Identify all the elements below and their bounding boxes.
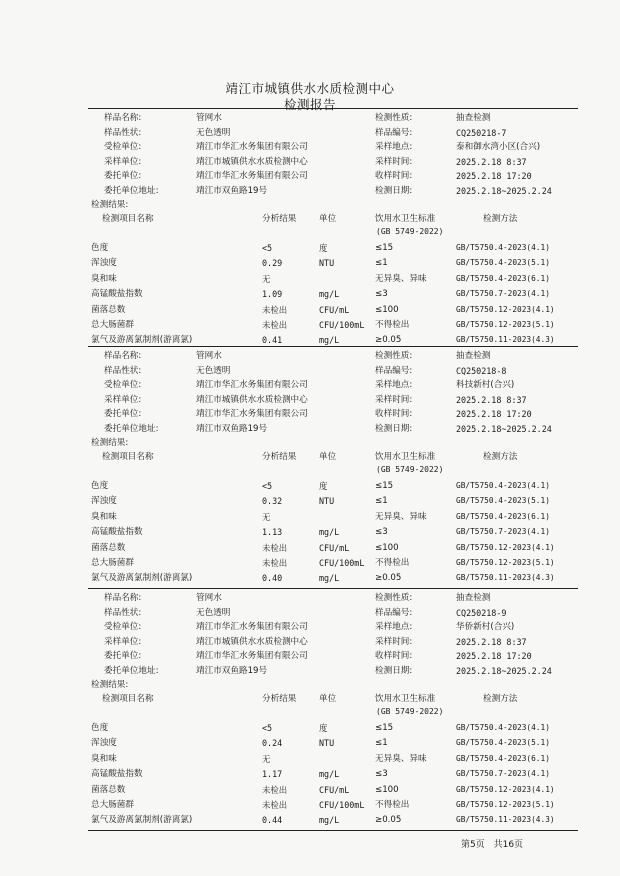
- info-row: [0, 649, 620, 663]
- item-standard: ≤15: [375, 481, 394, 491]
- receiving-time-value: 2025.2.18 17:20: [456, 651, 532, 661]
- info-label: 样品编号:: [375, 607, 413, 618]
- item-name: 浑浊度: [91, 738, 117, 749]
- result-row: [0, 783, 620, 797]
- info-row: [0, 664, 620, 678]
- col-item-header: 检测项目名称: [102, 694, 154, 704]
- info-label: 样品性状:: [104, 607, 142, 618]
- sampling-unit-value: 靖江市城镇供水水质检测中心: [196, 636, 308, 647]
- info-row: [0, 620, 620, 634]
- info-label: 委托单位:: [104, 171, 142, 181]
- col-item-header: 检测项目名称: [102, 214, 154, 224]
- info-row: [0, 422, 620, 436]
- info-label: 采样地点:: [375, 142, 413, 152]
- page-number: 第5页: [461, 840, 485, 850]
- item-name: 臭和味: [91, 273, 117, 284]
- item-method: GB/T5750.7-2023(4.1): [456, 527, 550, 537]
- report-org-title: 靖江市城镇供水水质检测中心: [225, 81, 395, 96]
- column-header-row: [0, 212, 620, 226]
- info-label: 样品名称:: [104, 113, 142, 123]
- info-label: 检测性质:: [375, 113, 413, 123]
- info-row: [0, 155, 620, 169]
- result-row: [0, 798, 620, 812]
- item-unit: mg/L: [319, 769, 340, 780]
- sampling-time-value: 2025.2.18 8:37: [456, 394, 527, 405]
- item-name: 总大肠菌群: [91, 320, 134, 330]
- info-label: 采样时间:: [375, 156, 413, 167]
- result-row: [0, 510, 620, 524]
- item-name: 臭和味: [91, 753, 117, 764]
- receiving-time-value: 2025.2.18 17:20: [456, 171, 532, 181]
- item-unit: NTU: [319, 738, 335, 749]
- item-standard: ≤1: [375, 258, 388, 269]
- sample-no-value: CQ250218-9: [456, 607, 507, 618]
- item-method: GB/T5750.12-2023(4.1): [456, 542, 555, 552]
- item-result: 1.13: [262, 527, 283, 538]
- item-standard: ≤3: [375, 527, 388, 538]
- item-method: GB/T5750.12-2023(4.1): [456, 304, 555, 314]
- item-name: 浑浊度: [91, 496, 117, 507]
- item-method: GB/T5750.4-2023(5.1): [456, 258, 550, 268]
- results-label: 检测结果:: [91, 200, 129, 210]
- item-standard: ≤3: [375, 769, 388, 780]
- item-method: GB/T5750.4-2023(6.1): [456, 511, 550, 521]
- test-date-value: 2025.2.18~2025.2.24: [456, 185, 552, 196]
- sampling-location-value: 科技新村(合兴): [456, 380, 515, 390]
- commissioning-unit-value: 靖江市华汇水务集团有限公司: [196, 409, 308, 419]
- sampling-unit-value: 靖江市城镇供水水质检测中心: [196, 156, 308, 167]
- item-standard: ≤3: [375, 289, 388, 300]
- item-name: 高锰酸盐指数: [91, 527, 143, 538]
- info-row: [0, 635, 620, 649]
- item-name: 高锰酸盐指数: [91, 289, 143, 300]
- item-result: 未检出: [262, 784, 288, 795]
- item-name: 菌落总数: [91, 784, 126, 795]
- info-label: 受检单位:: [104, 142, 142, 152]
- item-method: GB/T5750.11-2023(4.3): [456, 573, 555, 583]
- col-standard-subheader: (GB 5749-2022): [376, 227, 444, 236]
- item-unit: CFU/mL: [319, 304, 350, 315]
- item-result: <5: [262, 481, 273, 491]
- item-result: <5: [262, 723, 273, 733]
- item-method: GB/T5750.12-2023(4.1): [456, 784, 555, 794]
- info-row: [0, 364, 620, 378]
- commissioning-unit-value: 靖江市华汇水务集团有限公司: [196, 171, 308, 181]
- column-header-row-2: [0, 705, 620, 719]
- results-label: 检测结果:: [91, 680, 129, 690]
- test-date-value: 2025.2.18~2025.2.24: [456, 423, 552, 434]
- item-result: 0.32: [262, 496, 283, 507]
- item-unit: mg/L: [319, 527, 340, 538]
- info-row: [0, 126, 620, 140]
- item-result: <5: [262, 243, 273, 253]
- item-method: GB/T5750.12-2023(5.1): [456, 320, 555, 329]
- item-name: 总大肠菌群: [91, 558, 134, 568]
- item-result: 0.44: [262, 815, 283, 826]
- info-row: [0, 606, 620, 620]
- item-name: 菌落总数: [91, 304, 126, 315]
- col-method-header: 检测方法: [483, 214, 518, 224]
- test-date-value: 2025.2.18~2025.2.24: [456, 665, 552, 676]
- result-row: [0, 318, 620, 332]
- result-row: [0, 272, 620, 286]
- item-unit: mg/L: [319, 815, 340, 826]
- item-method: GB/T5750.4-2023(6.1): [456, 753, 550, 763]
- info-row: [0, 407, 620, 421]
- item-unit: CFU/100mL: [319, 320, 365, 330]
- item-result: 1.17: [262, 769, 283, 780]
- item-result: 无: [262, 511, 271, 522]
- result-row: [0, 479, 620, 493]
- sample-traits-value: 无色透明: [196, 365, 231, 376]
- col-unit-header: 单位: [319, 694, 337, 704]
- info-label: 采样时间:: [375, 636, 413, 647]
- info-label: 委托单位地址:: [104, 423, 159, 434]
- col-standard-header: 饮用水卫生标准: [375, 214, 436, 224]
- info-row: [0, 393, 620, 407]
- col-standard-header: 饮用水卫生标准: [375, 452, 436, 462]
- result-row: [0, 241, 620, 255]
- info-row: [0, 591, 620, 605]
- item-standard: ≤15: [375, 243, 394, 253]
- item-standard: 不得检出: [375, 320, 410, 330]
- item-result: 未检出: [262, 320, 288, 330]
- sampling-location-value: 华侨新村(合兴): [456, 622, 515, 632]
- result-row: [0, 721, 620, 735]
- item-standard: ≥0.05: [375, 335, 402, 346]
- item-name: 高锰酸盐指数: [91, 769, 143, 780]
- sample-name-value: 管网水: [196, 593, 222, 603]
- sample-name-value: 管网水: [196, 113, 222, 123]
- item-name: 色度: [91, 481, 109, 491]
- item-result: 无: [262, 753, 271, 764]
- item-result: 1.09: [262, 289, 283, 300]
- sampling-unit-value: 靖江市城镇供水水质检测中心: [196, 394, 308, 405]
- item-method: GB/T5750.11-2023(4.3): [456, 815, 555, 825]
- item-standard: ≥0.05: [375, 815, 402, 826]
- item-standard: ≤1: [375, 496, 388, 507]
- result-row: [0, 556, 620, 570]
- info-label: 样品编号:: [375, 127, 413, 138]
- item-name: 氯气及游离氯制剂(游离氯): [91, 335, 193, 346]
- info-label: 检测日期:: [375, 423, 413, 434]
- item-method: GB/T5750.12-2023(5.1): [456, 558, 555, 567]
- column-header-row-2: [0, 463, 620, 477]
- info-label: 收样时间:: [375, 171, 413, 181]
- test-nature-value: 抽查检测: [456, 351, 491, 361]
- result-row: [0, 333, 620, 347]
- results-label-row: [0, 436, 620, 450]
- item-name: 氯气及游离氯制剂(游离氯): [91, 573, 193, 584]
- result-row: [0, 525, 620, 539]
- item-result: 0.29: [262, 258, 283, 269]
- info-label: 样品编号:: [375, 365, 413, 376]
- item-name: 菌落总数: [91, 542, 126, 553]
- info-row: [0, 169, 620, 183]
- item-standard: ≤100: [375, 784, 399, 795]
- commissioning-unit-value: 靖江市华汇水务集团有限公司: [196, 651, 308, 661]
- item-standard: ≥0.05: [375, 573, 402, 584]
- item-result: 0.41: [262, 335, 283, 346]
- info-row: [0, 140, 620, 154]
- item-unit: 度: [319, 243, 328, 253]
- item-standard: 无异臭、异味: [375, 753, 427, 764]
- col-result-header: 分析结果: [262, 214, 297, 224]
- inspected-unit-value: 靖江市华汇水务集团有限公司: [196, 142, 308, 152]
- info-label: 样品性状:: [104, 127, 142, 138]
- info-label: 采样地点:: [375, 622, 413, 632]
- info-label: 检测日期:: [375, 185, 413, 196]
- col-method-header: 检测方法: [483, 452, 518, 462]
- item-result: 0.24: [262, 738, 283, 749]
- info-row: [0, 378, 620, 392]
- item-method: GB/T5750.4-2023(6.1): [456, 273, 550, 283]
- info-label: 样品名称:: [104, 593, 142, 603]
- item-name: 总大肠菌群: [91, 800, 134, 810]
- item-unit: CFU/100mL: [319, 558, 365, 568]
- col-result-header: 分析结果: [262, 452, 297, 462]
- result-row: [0, 494, 620, 508]
- item-name: 氯气及游离氯制剂(游离氯): [91, 815, 193, 826]
- receiving-time-value: 2025.2.18 17:20: [456, 409, 532, 419]
- info-label: 采样时间:: [375, 394, 413, 405]
- item-result: 无: [262, 273, 271, 284]
- page-footer: [461, 837, 523, 850]
- col-item-header: 检测项目名称: [102, 452, 154, 462]
- item-result: 未检出: [262, 800, 288, 810]
- info-label: 委托单位地址:: [104, 665, 159, 676]
- test-nature-value: 抽查检测: [456, 113, 491, 123]
- result-row: [0, 303, 620, 317]
- result-row: [0, 752, 620, 766]
- sample-no-value: CQ250218-8: [456, 365, 507, 376]
- item-standard: ≤100: [375, 542, 399, 553]
- info-label: 采样单位:: [104, 156, 142, 167]
- results-label-row: [0, 678, 620, 692]
- item-unit: CFU/100mL: [319, 800, 365, 810]
- col-unit-header: 单位: [319, 452, 337, 462]
- col-standard-header: 饮用水卫生标准: [375, 694, 436, 704]
- col-standard-subheader: (GB 5749-2022): [376, 707, 444, 716]
- item-unit: CFU/mL: [319, 784, 350, 795]
- col-method-header: 检测方法: [483, 694, 518, 704]
- item-name: 色度: [91, 243, 109, 253]
- info-label: 采样地点:: [375, 380, 413, 390]
- result-row: [0, 287, 620, 301]
- item-name: 臭和味: [91, 511, 117, 522]
- item-method: GB/T5750.11-2023(4.3): [456, 335, 555, 345]
- item-unit: NTU: [319, 258, 335, 269]
- sample-traits-value: 无色透明: [196, 127, 231, 138]
- column-header-row-2: [0, 225, 620, 239]
- info-label: 检测性质:: [375, 593, 413, 603]
- item-name: 色度: [91, 723, 109, 733]
- item-unit: CFU/mL: [319, 542, 350, 553]
- result-row: [0, 256, 620, 270]
- info-label: 委托单位:: [104, 651, 142, 661]
- item-unit: mg/L: [319, 335, 340, 346]
- col-unit-header: 单位: [319, 214, 337, 224]
- info-label: 检测日期:: [375, 665, 413, 676]
- section-divider: [88, 588, 578, 589]
- item-result: 未检出: [262, 304, 288, 315]
- item-result: 未检出: [262, 558, 288, 568]
- item-standard: 不得检出: [375, 558, 410, 568]
- item-unit: 度: [319, 481, 328, 491]
- item-method: GB/T5750.4-2023(4.1): [456, 723, 550, 732]
- item-standard: ≤1: [375, 738, 388, 749]
- info-row: [0, 111, 620, 125]
- info-label: 采样单位:: [104, 636, 142, 647]
- item-standard: ≤15: [375, 723, 394, 733]
- result-row: [0, 813, 620, 827]
- item-method: GB/T5750.7-2023(4.1): [456, 769, 550, 779]
- info-label: 受检单位:: [104, 380, 142, 390]
- info-label: 检测性质:: [375, 351, 413, 361]
- item-standard: ≤100: [375, 304, 399, 315]
- results-label: 检测结果:: [91, 438, 129, 448]
- sample-no-value: CQ250218-7: [456, 127, 507, 138]
- info-label: 样品性状:: [104, 365, 142, 376]
- results-label-row: [0, 198, 620, 212]
- result-row: [0, 736, 620, 750]
- sampling-time-value: 2025.2.18 8:37: [456, 636, 527, 647]
- item-name: 浑浊度: [91, 258, 117, 269]
- inspected-unit-value: 靖江市华汇水务集团有限公司: [196, 380, 308, 390]
- page-total: 共16页: [493, 840, 524, 850]
- info-row: [0, 349, 620, 363]
- item-standard: 不得检出: [375, 800, 410, 810]
- info-label: 采样单位:: [104, 394, 142, 405]
- sampling-location-value: 泰和御水湾小区(合兴): [456, 142, 541, 152]
- item-standard: 无异臭、异味: [375, 511, 427, 522]
- item-unit: NTU: [319, 496, 335, 507]
- item-unit: 度: [319, 723, 328, 733]
- item-unit: mg/L: [319, 289, 340, 300]
- commissioning-address-value: 靖江市双鱼路19号: [196, 423, 268, 434]
- test-nature-value: 抽查检测: [456, 593, 491, 603]
- item-method: GB/T5750.7-2023(4.1): [456, 289, 550, 299]
- info-label: 样品名称:: [104, 351, 142, 361]
- info-row: [0, 184, 620, 198]
- result-row: [0, 571, 620, 585]
- result-row: [0, 541, 620, 555]
- item-result: 未检出: [262, 542, 288, 553]
- info-label: 委托单位地址:: [104, 185, 159, 196]
- info-label: 收样时间:: [375, 409, 413, 419]
- inspected-unit-value: 靖江市华汇水务集团有限公司: [196, 622, 308, 632]
- item-method: GB/T5750.4-2023(5.1): [456, 496, 550, 506]
- column-header-row: [0, 692, 620, 706]
- item-method: GB/T5750.4-2023(4.1): [456, 481, 550, 490]
- info-label: 委托单位:: [104, 409, 142, 419]
- item-method: GB/T5750.4-2023(4.1): [456, 243, 550, 252]
- sampling-time-value: 2025.2.18 8:37: [456, 156, 527, 167]
- col-result-header: 分析结果: [262, 694, 297, 704]
- col-standard-subheader: (GB 5749-2022): [376, 465, 444, 474]
- info-label: 受检单位:: [104, 622, 142, 632]
- result-row: [0, 767, 620, 781]
- commissioning-address-value: 靖江市双鱼路19号: [196, 185, 268, 196]
- item-method: GB/T5750.12-2023(5.1): [456, 800, 555, 809]
- column-header-row: [0, 450, 620, 464]
- sample-traits-value: 无色透明: [196, 607, 231, 618]
- bottom-rule: [88, 830, 578, 831]
- item-standard: 无异臭、异味: [375, 273, 427, 284]
- item-result: 0.40: [262, 573, 283, 584]
- top-rule: [88, 108, 578, 109]
- item-method: GB/T5750.4-2023(5.1): [456, 738, 550, 748]
- info-label: 收样时间:: [375, 651, 413, 661]
- report-title: 检测报告: [283, 97, 336, 112]
- item-unit: mg/L: [319, 573, 340, 584]
- sample-name-value: 管网水: [196, 351, 222, 361]
- commissioning-address-value: 靖江市双鱼路19号: [196, 665, 268, 676]
